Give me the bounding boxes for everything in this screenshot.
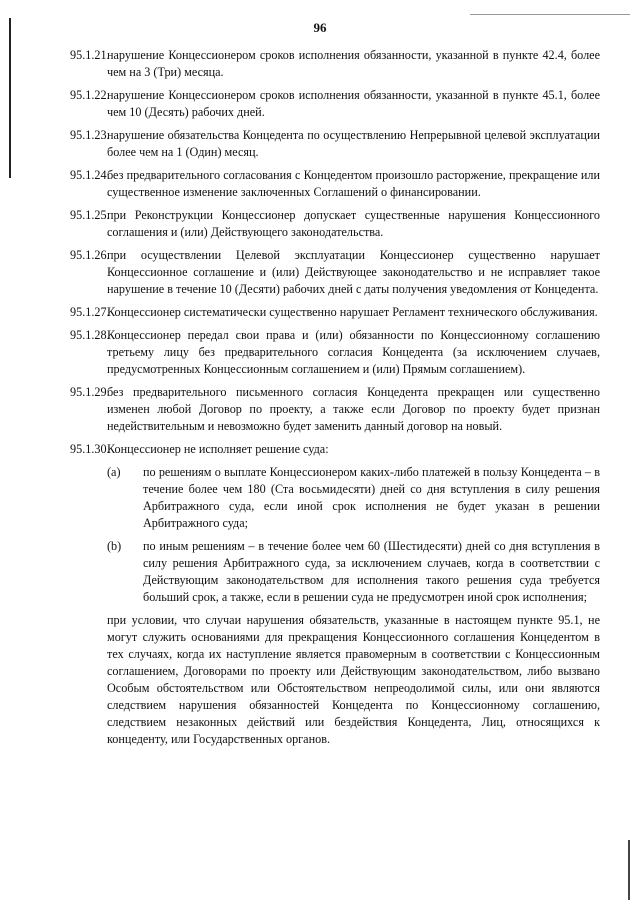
subitem-label: (a): [107, 465, 121, 479]
subitem-label: (b): [107, 539, 122, 553]
subitem-text: по решениям о выплате Концессионером каких-либо платежей в пользу Концедента – в течение более чем 180 (Ста восьмидесяти) дней со дня вступления в силу решения Арбитражного суда, если иной срок исполнения не будет указан в решении Арбитражного суда;: [143, 465, 600, 530]
clause-95-1-23: [70, 127, 600, 161]
clause-text: нарушение обязательства Концедента по осуществлению Непрерывной целевой эксплуатации более чем на 1 (Один) месяц.: [107, 128, 600, 159]
clause-95-1-22: [70, 87, 600, 121]
scan-edge-left: [9, 18, 11, 178]
clause-number: 95.1.24.: [70, 168, 110, 182]
clause-95-1-26: [70, 247, 600, 298]
scan-edge-right: [628, 840, 630, 900]
clause-text: без предварительного письменного согласия Концедента прекращен или существенно изменен любой Договор по проекту, а также если Договор по проекту будет признан недействительным и невозможно будет заменить данный договор на новый.: [107, 385, 600, 433]
subitem-a: [70, 464, 600, 532]
clause-number: 95.1.28.: [70, 328, 110, 342]
page-number: 96: [313, 20, 327, 35]
clause-95-1-28: [70, 327, 600, 378]
clause-number: 95.1.21.: [70, 48, 110, 62]
clause-number: 95.1.27.: [70, 305, 110, 319]
clause-text: Концессионер передал свои права и (или) обязанности по Концессионному соглашению третьему лицу без предварительного согласия Концедента (за исключением случаев, предусмотренных Концессионным соглашением и (или) Прямым соглашением).: [107, 328, 600, 376]
clause-text: при Реконструкции Концессионер допускает существенные нарушения Концессионного соглашения и (или) Действующего законодательства.: [107, 208, 600, 239]
subitem-b: [70, 538, 600, 606]
clause-number: 95.1.25.: [70, 208, 110, 222]
document-body: [70, 47, 600, 748]
clause-text: Концессионер не исполняет решение суда:: [107, 442, 329, 456]
closing-paragraph: при условии, что случаи нарушения обязательств, указанные в настоящем пункте 95.1, не могут служить основаниями для прекращения Концессионного соглашения Концедентом в тех случаях, когда их наступление является правомерным в соответствии с Концессионным соглашением, Договорами по проекту или Действующим законодательством, либо вызвано Особым обстоятельством или Обстоятельством непреодолимой силы, или они являются следствием нарушения обязанностей Концедента по Концессионному соглашению, следствием незаконных действий или бездействия Концедента, Лиц, относящихся к концеденту, или Государственных органов.: [107, 613, 600, 746]
clause-95-1-24: [70, 167, 600, 201]
clause-text: без предварительного согласования с Концедентом произошло расторжение, прекращение или существенное изменение заключенных Соглашений о финансировании.: [107, 168, 600, 199]
clause-95-1-29: [70, 384, 600, 435]
clause-95-1-30: [70, 441, 600, 458]
clause-95-1-21: [70, 47, 600, 81]
subitem-text: по иным решениям – в течение более чем 60 (Шестидесяти) дней со дня вступления в силу решения Арбитражного суда, за исключением случаев, когда в соответствии с Действующим законодательством для исполнения такого решения суда требуется больший срок, а также, если в решении суда не предусмотрен иной срок исполнения;: [143, 539, 600, 604]
clause-number: 95.1.23.: [70, 128, 110, 142]
clause-text: нарушение Концессионером сроков исполнения обязанности, указанной в пункте 42.4, более чем на 3 (Три) месяца.: [107, 48, 600, 79]
clause-text: нарушение Концессионером сроков исполнения обязанности, указанной в пункте 45.1, более чем 10 (Десять) рабочих дней.: [107, 88, 600, 119]
scan-edge-top: [470, 14, 630, 15]
clause-number: 95.1.26.: [70, 248, 110, 262]
clause-text: при осуществлении Целевой эксплуатации Концессионер существенно нарушает Концессионное соглашение и (или) Действующее законодательство и не исправляет такое нарушение в течение 10 (Десяти) рабочих дней с даты получения уведомления от Концедента.: [107, 248, 600, 296]
clause-95-1-27: [70, 304, 600, 321]
clause-95-1-25: [70, 207, 600, 241]
clause-text: Концессионер систематически существенно нарушает Регламент технического обслуживания.: [107, 305, 598, 319]
clause-number: 95.1.22.: [70, 88, 110, 102]
clause-number: 95.1.30.: [70, 442, 110, 456]
clause-number: 95.1.29.: [70, 385, 110, 399]
